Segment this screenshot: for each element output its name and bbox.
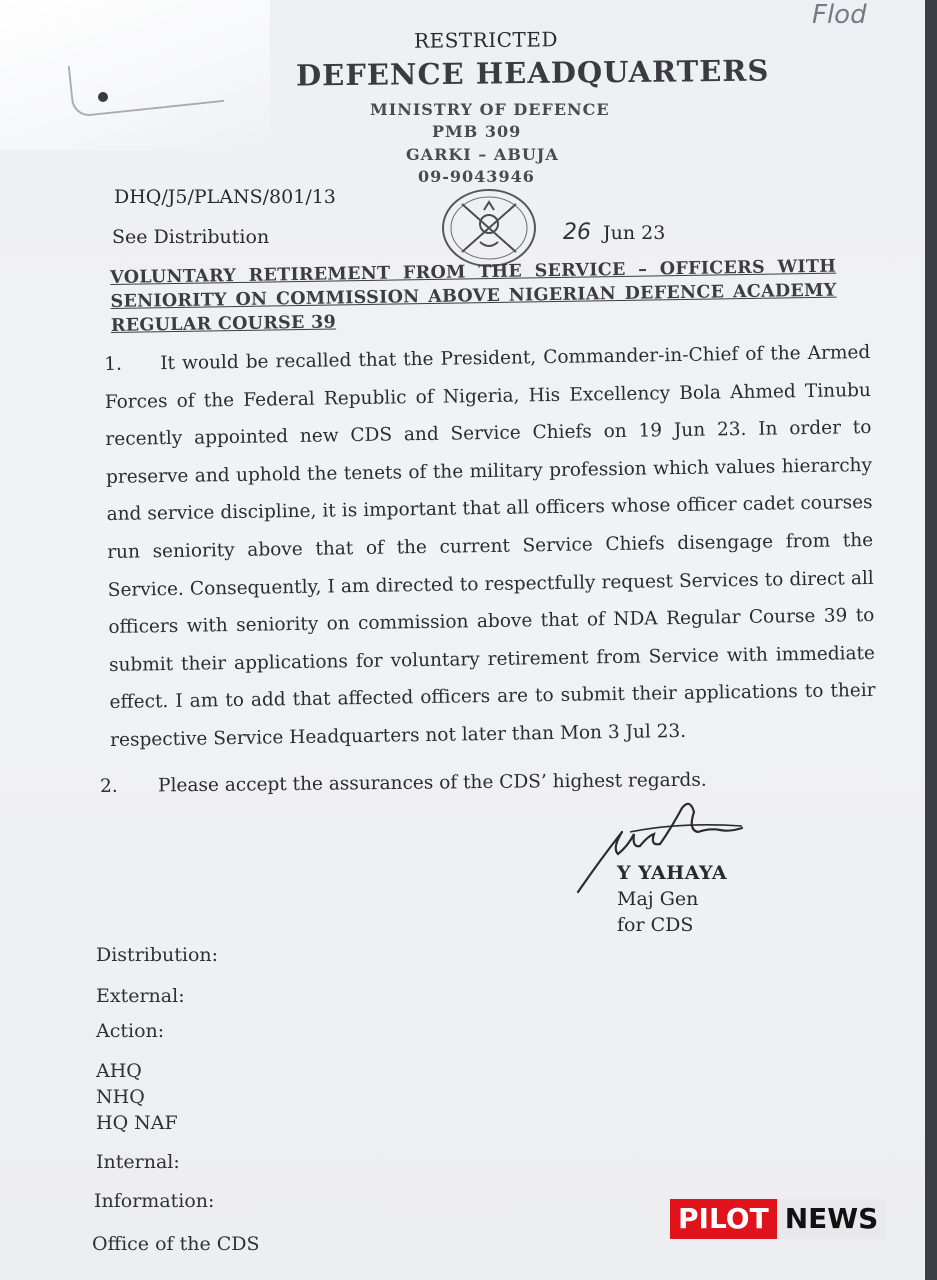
handwritten-corner-note: Flod xyxy=(812,0,867,30)
letter-date xyxy=(563,220,665,245)
logo-news-text: NEWS xyxy=(777,1199,887,1239)
subject-heading: VOLUNTARY RETIREMENT FROM THE SERVICE – OFFICERS WITH SENIORITY ON COMMISSION ABOVE NIGERIAN DEFENCE ACADEMY REGULAR COURSE 39 xyxy=(110,256,837,336)
signatory-rank: Maj Gen xyxy=(617,888,699,910)
background-edge xyxy=(925,0,937,1280)
address-line-city: GARKI – ABUJA xyxy=(406,145,559,164)
date-month-year: Jun 23 xyxy=(603,222,666,244)
paragraph-text: It would be recalled that the President, Commander-in-Chief of the Armed Forces of the Federal Republic of Nigeria, His Excellency Bola Ahmed Tinubu recently appointed new CDS and Service Chiefs on 19 Jun 23. In order to preserve and uphold the tenets of the military profession which values hierarchy and service discipline, it is important that all officers whose officer cadet courses run seniority above that of the current Service Chiefs disengage from the Service. Consequently, I am directed to respectfully request Services to direct all officers with seniority on commission above that of NDA Regular Course 39 to submit their applications for voluntary retirement from Service with immediate effect. I am to add that affected officers are to submit their applications to their respective Service Headquarters not later than Mon 3 Jul 23. xyxy=(104,341,876,751)
distribution-information-item: Office of the CDS xyxy=(92,1233,260,1255)
distribution-action-item: HQ NAF xyxy=(96,1112,178,1134)
signatory-capacity: for CDS xyxy=(617,914,694,936)
logo-pilot-text: PILOT xyxy=(670,1199,777,1239)
address-line-pmb: PMB 309 xyxy=(432,122,522,141)
distribution-action-item: AHQ xyxy=(96,1060,142,1082)
signatory-name: Y YAHAYA xyxy=(617,862,728,884)
pilot-news-watermark-logo xyxy=(670,1199,886,1239)
paragraph-text: Please accept the assurances of the CDS’ highest regards. xyxy=(157,769,707,797)
letterhead-title: DEFENCE HEADQUARTERS xyxy=(295,53,770,93)
reference-number: DHQ/J5/PLANS/801/13 xyxy=(114,186,336,208)
distribution-heading: Distribution: xyxy=(96,944,219,966)
crest-seal-icon xyxy=(440,188,538,268)
distribution-internal-label: Internal: xyxy=(96,1151,180,1173)
addressee: See Distribution xyxy=(112,226,270,248)
staple-dot xyxy=(98,92,108,102)
address-line-ministry: MINISTRY OF DEFENCE xyxy=(370,100,610,119)
address-line-phone: 09-9043946 xyxy=(418,167,535,186)
paragraph-number: 1. xyxy=(104,353,123,375)
signature-block xyxy=(617,860,727,938)
date-day-handwritten: 26 xyxy=(563,220,591,245)
paragraph-1 xyxy=(104,334,876,760)
classification-marking: RESTRICTED xyxy=(413,27,559,53)
distribution-information-label: Information: xyxy=(94,1190,215,1212)
distribution-external-label: External: xyxy=(96,985,185,1007)
paragraph-number: 2. xyxy=(100,775,118,797)
distribution-action-item: NHQ xyxy=(96,1086,145,1108)
distribution-action-label: Action: xyxy=(96,1020,165,1042)
